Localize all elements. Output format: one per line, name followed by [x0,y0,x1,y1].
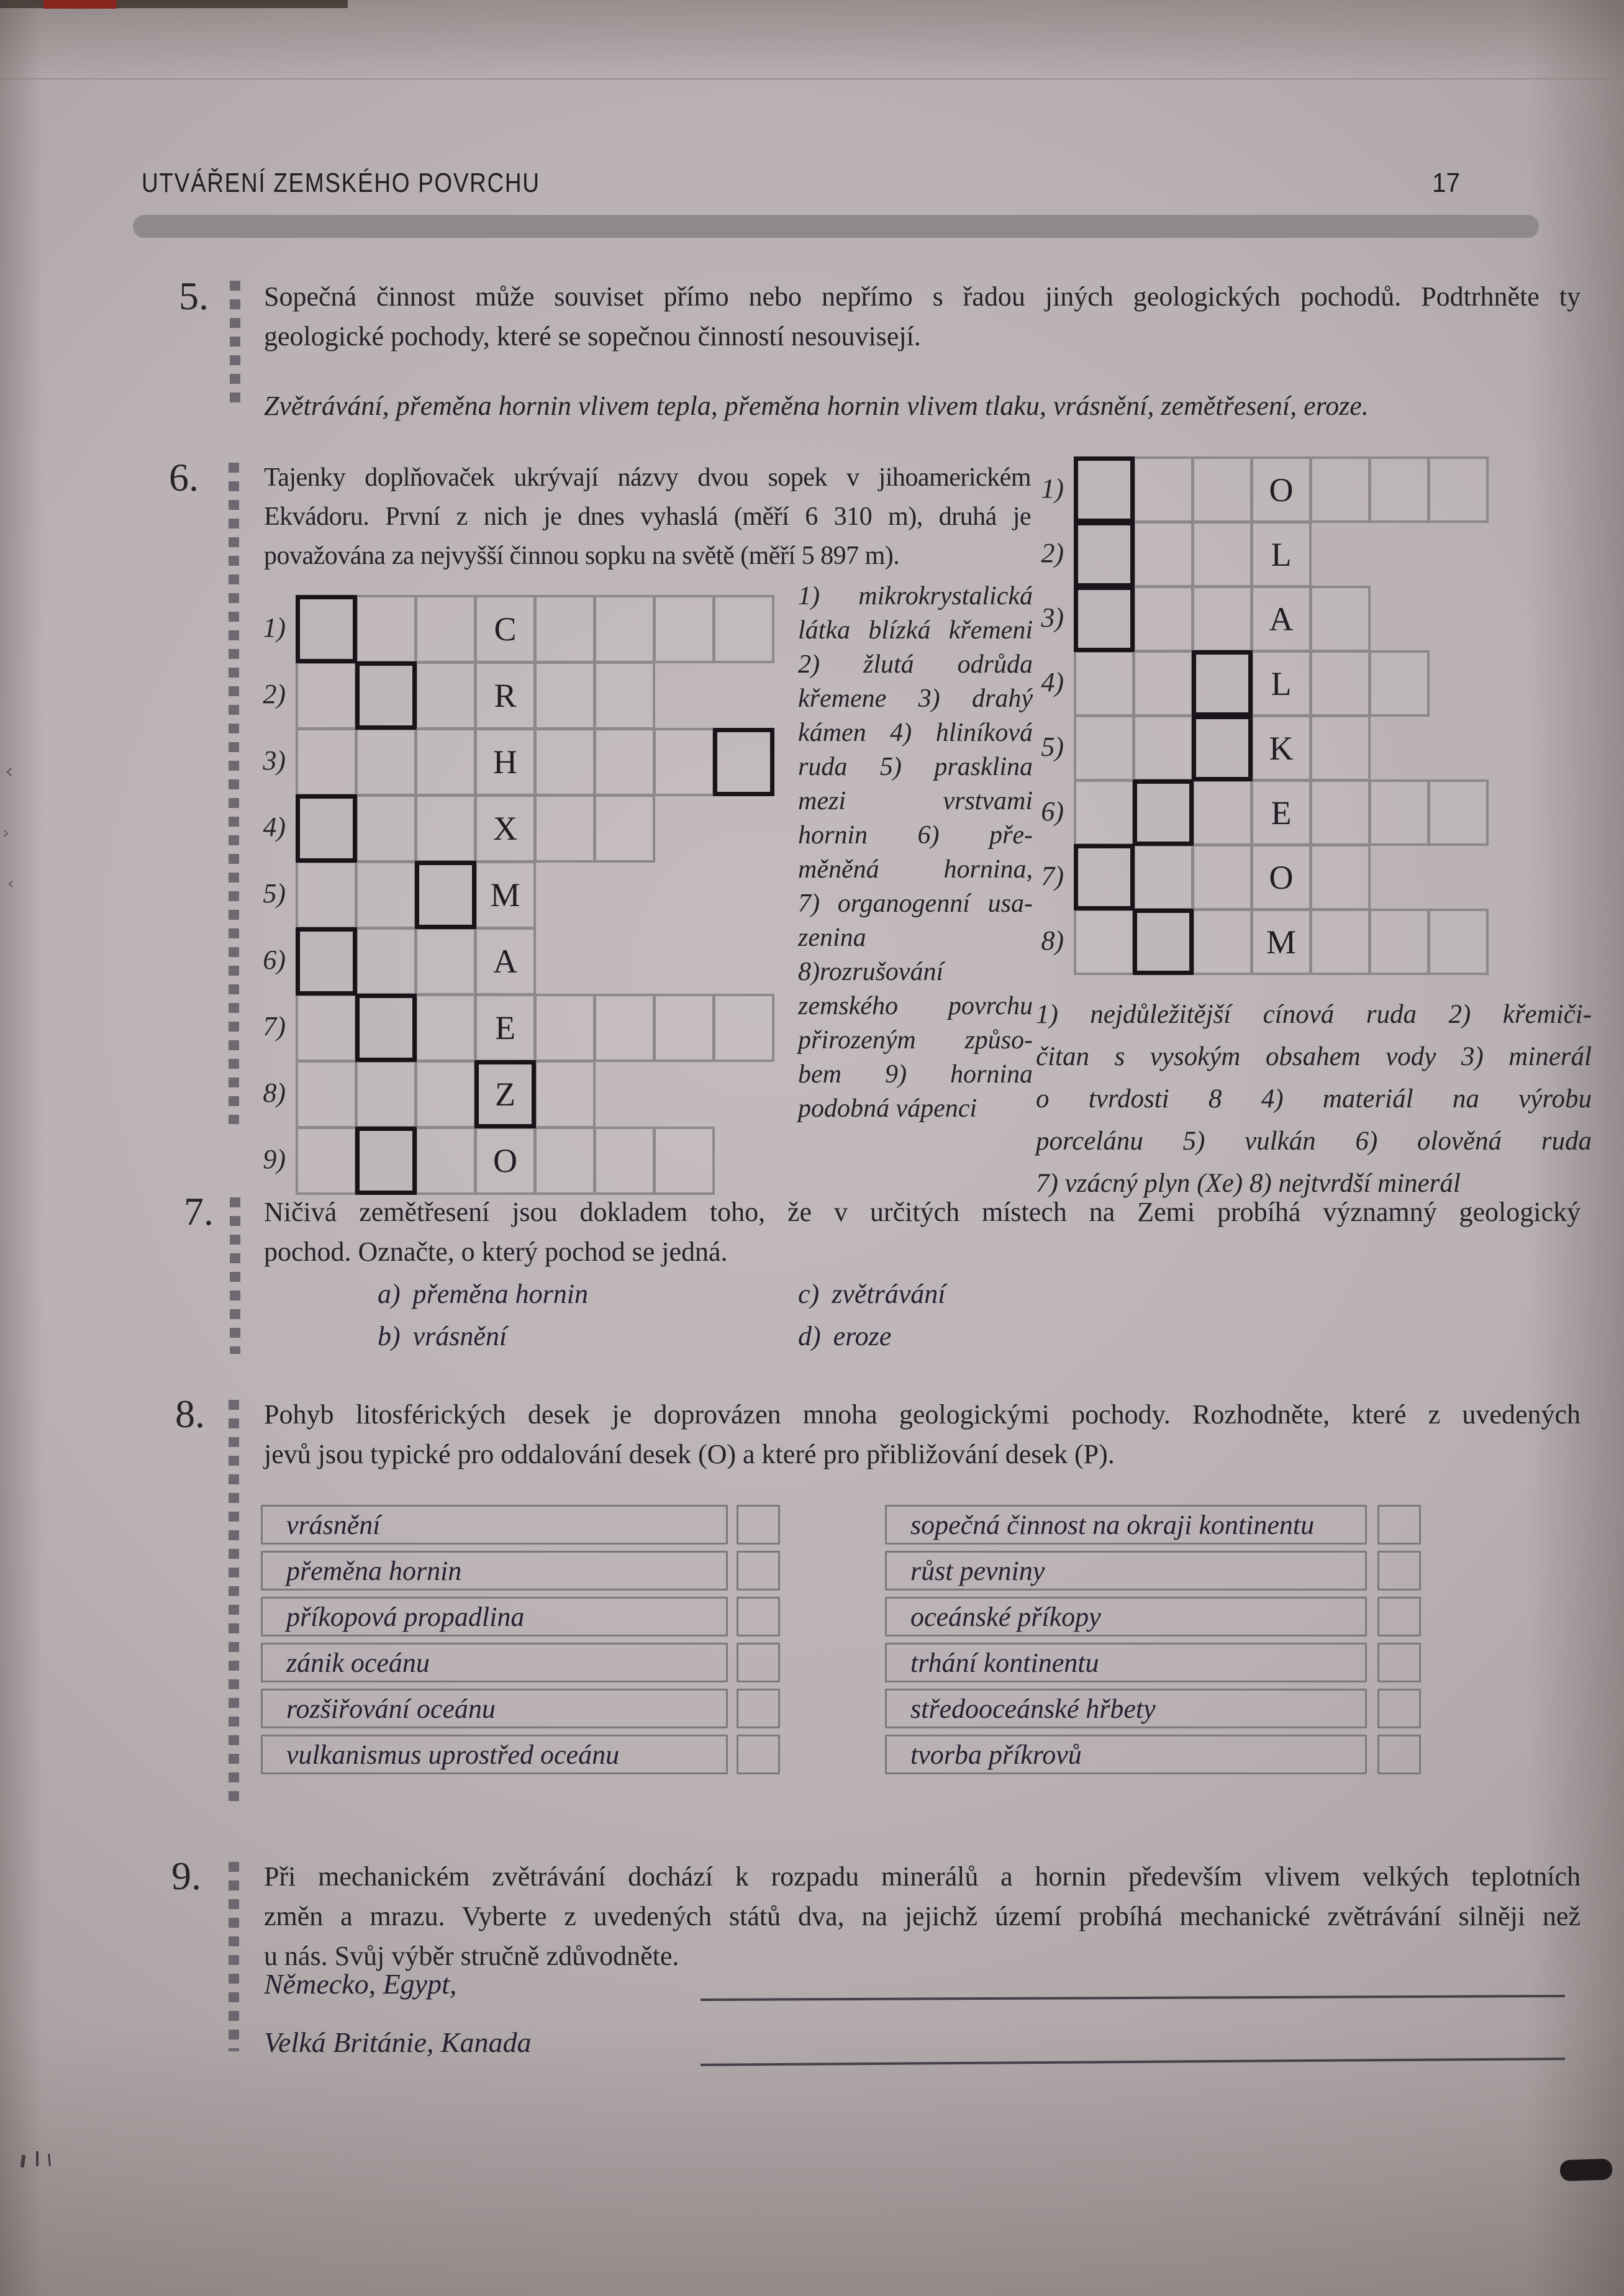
crossword-cell[interactable] [1369,909,1430,975]
text-line: Ekvádoru. První z nich je dnes vyhaslá (měří 6 310 m), druhá je [264,502,1031,531]
crossword-row-label: 7) [263,1011,286,1041]
phenomenon-text: tvorba příkrovů [910,1739,1082,1770]
task7-number: 7. [184,1189,214,1233]
crossword-cell[interactable] [1133,715,1194,781]
crossword-cell[interactable] [653,994,715,1062]
task6-intro [264,458,1031,576]
crossword-cell[interactable] [1310,844,1371,910]
crossword-cell[interactable] [296,728,357,796]
task5-dotted-rule [230,281,240,408]
crossword-cell[interactable] [1310,715,1371,781]
task6-right-grid-clues [1036,994,1592,1205]
crossword-cell[interactable] [296,1060,357,1128]
crossword-cell[interactable] [355,1060,417,1128]
task5-number: 5. [179,274,209,318]
crossword-cell[interactable] [653,595,715,663]
prefilled-letter: M [490,876,520,914]
margin-mark: ‹ [7,874,14,893]
crossword-solution-cell[interactable] [296,595,357,663]
phenomenon-label-box [885,1735,1367,1774]
text-line: podobná vápenci [798,1094,978,1123]
margin-mark: › [2,822,10,843]
crossword-cell[interactable] [415,728,476,796]
crossword-solution-cell[interactable] [1192,650,1253,717]
phenomenon-text: oceánské příkopy [910,1601,1101,1632]
text-line: bem 9) hornina [798,1060,1033,1089]
phenomenon-text: vrásnění [286,1509,381,1540]
phenomenon-label-box [261,1597,728,1636]
crossword-cell[interactable] [1133,844,1194,910]
text-line: měněná hornina, [798,855,1033,884]
crossword-row-label: 1) [1041,473,1064,504]
crossword-row-label: 8) [1041,925,1064,956]
text-line: zemského povrchu [798,992,1033,1020]
crossword-cell[interactable] [1192,456,1253,523]
text-line: kámen 4) hliníková [798,719,1033,747]
task7-text [264,1192,1581,1272]
crossword-cell[interactable] [474,861,536,929]
answer-line-2[interactable] [701,2058,1565,2066]
prefilled-letter: L [1271,535,1292,573]
phenomenon-label-box [885,1597,1367,1636]
text-line: porcelánu 5) vulkán 6) olověná ruda [1036,1127,1592,1156]
margin-mark: ‹ [5,759,14,784]
phenomenon-text: vulkanismus uprostřed oceánu [286,1739,620,1770]
crossword-cell[interactable] [1133,650,1194,717]
text-line: hornin 6) pře- [798,821,1033,850]
task6-number: 6. [169,455,199,499]
text-line: přirozeným způso- [798,1026,1033,1055]
crossword-solution-cell[interactable] [1133,779,1194,846]
crossword-solution-cell[interactable] [1133,909,1194,975]
crossword-cell[interactable] [1369,456,1430,523]
text-line: změn a mrazu. Vyberte z uvedených států dva, na jejichž území probíhá mechanické zvětrávání silněji než [264,1901,1581,1931]
text-line: jevů jsou typické pro oddalování desek (O) a které pro přibližování desek (P). [264,1439,1115,1469]
crossword-solution-cell[interactable] [1192,715,1253,781]
crossword-cell[interactable] [1310,909,1371,975]
crossword-cell[interactable] [415,1127,476,1195]
crossword-solution-cell[interactable] [713,728,774,796]
crossword-cell[interactable] [415,595,476,663]
option-d[interactable] [798,1320,891,1352]
task5-words-to-underline[interactable]: Zvětrávání, přeměna hornin vlivem tepla, přeměna hornin vlivem tlaku, vrásnění, zemětřesení, eroze. [264,391,1369,421]
task5-text [264,277,1581,356]
crossword-cell[interactable] [355,728,417,796]
option-b[interactable] [378,1320,507,1352]
crossword-cell[interactable] [355,794,417,863]
phenomenon-label-box [261,1735,728,1774]
page-title: UTVÁŘENÍ ZEMSKÉHO POVRCHU [142,168,540,198]
crossword-cell[interactable] [1310,586,1371,652]
crossword-row-label: 6) [1041,796,1064,827]
text-line: Tajenky doplňovaček ukrývají názvy dvou sopek v jihoamerickém [264,463,1031,492]
crossword-row-label: 7) [1041,860,1064,891]
answer-box[interactable] [737,1551,780,1590]
crossword-cell[interactable] [1251,650,1312,717]
crossword-cell[interactable] [594,1127,655,1195]
option-d-text: eroze [833,1321,892,1351]
text-line: Při mechanickém zvětrávání dochází k rozpadu minerálů a hornin především vlivem velkých teplotních [264,1861,1581,1892]
crossword-cell[interactable] [713,994,774,1062]
crossword-solution-cell[interactable] [1074,586,1135,652]
crossword-cell[interactable] [1074,715,1135,781]
crossword-solution-cell[interactable] [355,994,417,1062]
prefilled-letter: K [1269,729,1294,767]
crossword-cell[interactable] [594,994,655,1062]
phenomenon-text: přeměna hornin [286,1555,462,1586]
prefilled-letter: E [1271,794,1292,832]
text-line: 1) nejdůležitější cínová ruda 2) křemiči- [1036,1000,1592,1029]
option-c[interactable] [798,1278,945,1310]
crossword-cell[interactable] [1074,779,1135,846]
task7-dotted-rule [230,1197,240,1354]
crossword-cell[interactable] [296,861,357,929]
crossword-solution-cell[interactable] [1074,521,1135,588]
crossword-cell[interactable] [296,994,357,1062]
crossword-cell[interactable] [1251,521,1312,588]
crossword-cell[interactable] [1310,779,1371,846]
task8-dotted-rule [229,1400,239,1810]
answer-line-1[interactable] [701,1995,1565,2001]
crossword-cell[interactable] [534,595,596,663]
crossword-solution-cell[interactable] [1074,844,1135,910]
phenomenon-text: rozšiřování oceánu [286,1693,496,1724]
crossword-cell[interactable] [594,595,655,663]
option-a[interactable] [378,1278,588,1310]
crossword-row-label: 1) [263,612,286,643]
crossword-solution-cell[interactable] [474,1060,536,1128]
crossword-cell[interactable] [1133,586,1194,652]
crossword-row-label: 2) [1041,537,1064,568]
text-line: Ničivá zemětřesení jsou dokladem toho, že v určitých místech na Zemi probíhá významný geologický [264,1197,1581,1227]
prefilled-letter: E [495,1009,515,1046]
prefilled-letter: Z [495,1076,515,1113]
phenomenon-text: sopečná činnost na okraji kontinentu [910,1509,1315,1540]
crossword-cell[interactable] [1133,521,1194,588]
crossword-solution-cell[interactable] [296,794,357,863]
crossword-cell[interactable] [474,927,536,996]
phenomenon-text: růst pevniny [910,1555,1045,1586]
crossword-solution-cell[interactable] [355,661,417,730]
crossword-cell[interactable] [474,1127,536,1195]
crossword-solution-cell[interactable] [296,927,357,996]
phenomenon-label-box [261,1551,728,1590]
prefilled-letter: L [1271,665,1292,702]
option-a-key: a) [378,1279,401,1309]
option-c-text: zvětrávání [832,1279,946,1309]
crossword-cell[interactable] [1251,586,1312,652]
crossword-row-label: 8) [263,1078,286,1108]
phenomenon-label-box [885,1551,1367,1590]
text-line: o tvrdosti 8 4) materiál na výrobu [1036,1084,1592,1114]
crossword-cell[interactable] [415,927,476,996]
crossword-cell[interactable] [355,927,417,996]
crossword-cell[interactable] [534,661,596,730]
answer-box[interactable] [1377,1551,1421,1590]
text-line: geologické pochody, které se sopečnou činností nesouvisejí. [264,321,921,352]
crossword-cell[interactable] [1428,909,1489,975]
crossword-cell[interactable] [1251,844,1312,910]
phenomenon-label-box [261,1689,728,1728]
text-line: 7) organogenní usa- [798,889,1033,918]
crossword-cell[interactable] [1251,715,1312,781]
pencil-mark [20,2155,26,2168]
phenomenon-label-box [885,1643,1367,1682]
prefilled-letter: A [493,943,517,980]
option-c-key: c) [798,1279,820,1309]
crossword-row-label: 4) [1041,666,1064,697]
crossword-cell[interactable] [355,595,417,663]
text-line: čitan s vysokým obsahem vody 3) minerál [1036,1042,1592,1071]
crossword-cell[interactable] [1369,650,1430,717]
crossword-cell[interactable] [534,794,596,863]
crossword-cell[interactable] [474,728,536,796]
text-line: křemene 3) drahý [798,684,1033,713]
answer-box[interactable] [737,1643,780,1682]
answer-box[interactable] [1377,1689,1421,1728]
text-line: ruda 5) prasklina [798,753,1033,781]
text-line: pochod. Označte, o který pochod se jedná. [264,1236,728,1267]
crossword-cell[interactable] [474,595,536,663]
answer-box[interactable] [737,1689,780,1728]
crossword-row-label: 6) [263,945,286,975]
crossword-cell[interactable] [296,661,357,730]
crossword-cell[interactable] [713,595,774,663]
option-a-text: přeměna hornin [412,1279,588,1309]
paper-fold-line [0,78,1624,79]
prefilled-letter: O [1269,858,1294,896]
crossword-cell[interactable] [355,861,417,929]
crossword-cell[interactable] [534,1127,596,1195]
pencil-mark [36,2151,39,2166]
crossword-cell[interactable] [1251,909,1312,975]
text-line: mezi vrstvami [798,787,1033,815]
crossword-cell[interactable] [534,728,596,796]
task9-countries-line2: Velká Británie, Kanada [264,2026,532,2058]
crossword-cell[interactable] [1369,779,1430,846]
crossword-solution-cell[interactable] [415,861,476,929]
crossword-cell[interactable] [1251,779,1312,846]
crossword-cell[interactable] [594,661,655,730]
crossword-cell[interactable] [1074,650,1135,717]
answer-box[interactable] [1377,1505,1421,1545]
crossword-cell[interactable] [594,728,655,796]
text-line: 8)rozrušování [798,958,944,986]
task8-number: 8. [175,1392,205,1436]
answer-box[interactable] [737,1735,780,1774]
crossword-cell[interactable] [1428,456,1489,523]
crossword-row-label: 9) [263,1144,286,1174]
text-line: Sopečná činnost může souviset přímo nebo nepřímo s řadou jiných geologických pochodů. Podtrhněte ty [264,281,1581,312]
crossword-cell[interactable] [474,794,536,863]
phenomenon-label-box [885,1689,1367,1728]
option-d-key: d) [798,1321,821,1351]
answer-box[interactable] [737,1597,780,1636]
crossword-row-label: 4) [263,812,286,842]
text-line: považována za nejvyšší činnou sopku na světě (měří 5 897 m). [264,542,900,570]
crossword-cell[interactable] [1310,650,1371,717]
photo-red-corner-artifact [43,0,117,9]
crossword-cell[interactable] [1310,456,1371,523]
crossword-row-label: 2) [263,679,286,709]
crossword-cell[interactable] [1192,521,1253,588]
task6-left-grid-clues [798,579,1033,1126]
crossword-cell[interactable] [534,994,596,1062]
crossword-cell[interactable] [474,661,536,730]
task9-number: 9. [171,1854,201,1898]
crossword-row-label: 5) [1041,731,1064,762]
prefilled-letter: O [493,1142,517,1179]
text-line: 1) mikrokrystalická [798,582,1033,610]
answer-box[interactable] [737,1505,780,1545]
phenomenon-text: středooceánské hřbety [910,1693,1156,1724]
crossword-row-label: 3) [263,745,286,776]
prefilled-letter: M [1266,923,1296,961]
prefilled-letter: X [493,810,517,847]
prefilled-letter: R [494,677,517,714]
task8-text [264,1395,1581,1474]
crossword-cell[interactable] [653,1127,715,1195]
text-line: zenina [798,923,866,952]
page-number: 17 [1432,168,1461,198]
crossword-cell[interactable] [534,1060,596,1128]
phenomenon-label-box [261,1643,728,1682]
phenomenon-text: příkopová propadlina [286,1601,525,1632]
text-line: u nás. Svůj výběr stručně zdůvodněte. [264,1941,679,1971]
crossword-cell[interactable] [415,994,476,1062]
crossword-cell[interactable] [1074,909,1135,975]
prefilled-letter: O [1269,471,1294,509]
text-line: 2) žlutá odrůda [798,650,1033,679]
option-b-key: b) [378,1321,401,1351]
option-b-text: vrásnění [412,1321,507,1351]
crossword-cell[interactable] [653,728,715,796]
text-line: Pohyb litosférických desek je doprovázen mnoha geologickými pochody. Rozhodněte, které z uvedených [264,1399,1581,1430]
phenomenon-text: trhání kontinentu [910,1647,1099,1678]
prefilled-letter: A [1269,600,1294,638]
answer-box[interactable] [1377,1643,1421,1682]
answer-box[interactable] [1377,1597,1421,1636]
text-line: 7) vzácný plyn (Xe) 8) nejtvrdší minerál [1036,1169,1461,1198]
crossword-cell[interactable] [1251,456,1312,523]
prefilled-letter: H [493,743,517,781]
crossword-cell[interactable] [415,661,476,730]
task9-text [264,1857,1581,1976]
crossword-cell[interactable] [1192,586,1253,652]
prefilled-letter: C [494,610,517,648]
phenomenon-text: zánik oceánu [286,1647,430,1678]
crossword-cell[interactable] [1192,779,1253,846]
crossword-solution-cell[interactable] [1074,456,1135,523]
binder-clip-artifact [1559,2159,1612,2182]
header-divider-bar [133,215,1539,238]
pencil-mark [48,2154,51,2166]
crossword-cell[interactable] [594,794,655,863]
text-line: látka blízká křemeni [798,616,1033,645]
crossword-cell[interactable] [296,1127,357,1195]
task9-countries-line1: Německo, Egypt, [264,1968,457,2000]
crossword-cell[interactable] [1192,844,1253,910]
crossword-cell[interactable] [1192,909,1253,975]
crossword-row-label: 5) [263,878,286,909]
phenomenon-label-box [885,1505,1367,1545]
crossword-cell[interactable] [474,994,536,1062]
phenomenon-label-box [261,1505,728,1545]
task9-dotted-rule [229,1862,239,2051]
crossword-cell[interactable] [415,794,476,863]
crossword-cell[interactable] [415,1060,476,1128]
crossword-cell[interactable] [1133,456,1194,523]
crossword-cell[interactable] [1428,779,1489,846]
crossword-solution-cell[interactable] [355,1127,417,1195]
answer-box[interactable] [1377,1735,1421,1774]
crossword-row-label: 3) [1041,602,1064,633]
